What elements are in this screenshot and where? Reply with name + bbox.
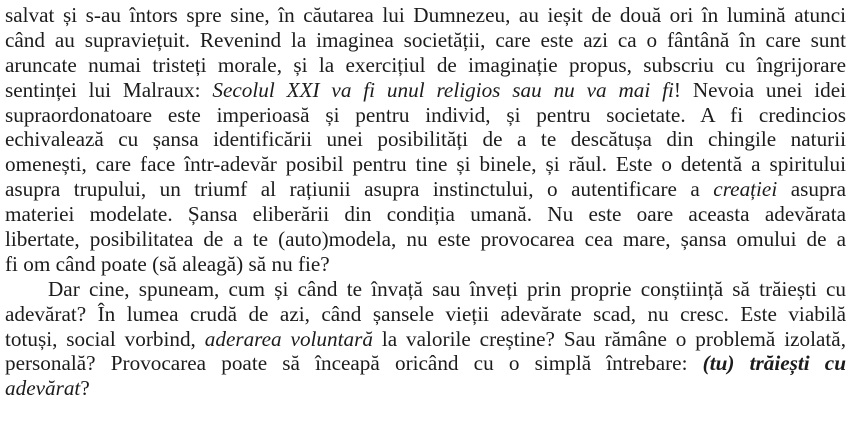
- text-segment: ! Nevoia unei idei: [673, 77, 846, 102]
- text-segment: ?: [80, 376, 90, 401]
- paragraph-2: [5, 277, 846, 401]
- text-line: [5, 302, 846, 327]
- emphasis-question: adevărat: [5, 376, 81, 401]
- text-line: [5, 351, 846, 376]
- text-segment: supraordonatoare este imperioasă și pentru individ, și pentru societate. A fi credincios: [5, 102, 846, 127]
- text-line: [5, 327, 846, 352]
- text-segment: când au supraviețuit. Revenind la imaginea societății, care este azi ca o fântână în care sunt: [5, 27, 846, 52]
- text-line: [5, 28, 846, 53]
- paragraph-1: [5, 3, 846, 277]
- text-segment: personală? Provocarea poate să înceapă oricând cu o simplă întrebare:: [5, 351, 703, 376]
- text-segment: Dar cine, spuneam, cum și când te învață sau înveți prin proprie conștiință să trăiești cu: [48, 276, 846, 301]
- text-segment: aruncate numai tristeți morale, și la exercițiul de imaginație propus, subscriu cu îngrijorare: [5, 52, 846, 77]
- text-line: [5, 227, 846, 252]
- text-line: [5, 78, 846, 103]
- text-segment: salvat și s-au întors spre sine, în căutarea lui Dumnezeu, au ieșit de două ori în lumină atunci: [5, 3, 846, 27]
- text-line: [5, 252, 846, 277]
- text-segment: libertate, posibilitatea de a te (auto)modela, nu este provocarea cea mare, șansa omului de a: [5, 227, 846, 252]
- text-segment: asupra trupului, un triumf al rațiunii asupra instinctului, o autentificare a: [5, 177, 714, 202]
- text-segment: totuși, social vorbind,: [5, 326, 205, 351]
- text-line: [5, 53, 846, 78]
- text-segment: adevărat? În lumea crudă de azi, când șansele vieții adevărate scad, nu cresc. Este viabilă: [5, 301, 846, 326]
- text-segment: la valorile creștine? Sau rămâne o problemă izolată,: [372, 326, 846, 351]
- emphasis-text: creației: [713, 177, 778, 202]
- emphasis-text: aderarea voluntară: [204, 326, 373, 351]
- text-line: [5, 127, 846, 152]
- text-line: [5, 177, 846, 202]
- text-line: [5, 103, 846, 128]
- text-line: [5, 277, 846, 302]
- text-line: [5, 376, 846, 401]
- text-line: [5, 152, 846, 177]
- text-segment: sentinței lui Malraux:: [5, 77, 213, 102]
- text-segment: fi om când poate (să aleagă) să nu fie?: [5, 251, 330, 276]
- emphasis-question: (tu) trăiești cu: [702, 351, 846, 376]
- text-line: [5, 202, 846, 227]
- text-line: [5, 3, 846, 28]
- text-segment: asupra: [777, 177, 847, 202]
- text-segment: materiei modelate. Șansa eliberării din condiția umană. Nu este oare aceasta adevărata: [5, 202, 846, 227]
- malraux-quote: Secolul XXI va fi unul religios sau nu va mai fi: [212, 77, 674, 102]
- text-segment: omenești, care face într-adevăr posibil pentru tine și binele, și răul. Este o detentă a spiritului: [5, 152, 846, 177]
- text-segment: echivalează cu șansa identificării unei posibilități de a te descătușa din chingile naturii: [5, 127, 846, 152]
